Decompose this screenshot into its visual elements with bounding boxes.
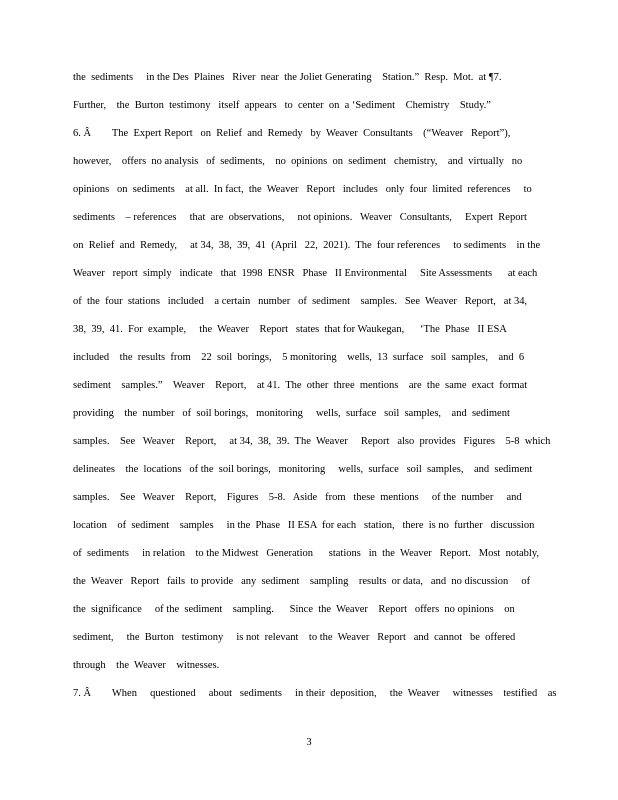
text-line: the significance of the sediment sampling. Since the Weaver Report offers no opinions on [73, 604, 515, 615]
text-line: through the Weaver witnesses. [73, 660, 220, 671]
text-line: the Weaver Report fails to provide any sediment sampling results or data, and no discussion of [73, 576, 531, 587]
text-line: however, offers no analysis of sediments, no opinions on sediment chemistry, and virtually no [73, 156, 523, 167]
text-line: on Relief and Remedy, at 34, 38, 39, 41 (April 22, 2021). The four references to sediments in the [73, 240, 541, 251]
text-line: samples. See Weaver Report, at 34, 38, 39. The Weaver Report also provides Figures 5-8 which [73, 436, 551, 447]
text-line: location of sediment samples in the Phase II ESA for each station, there is no further discussion [73, 520, 535, 531]
text-line: Further, the Burton testimony itself appears to center on a ‘Sediment Chemistry Study.” [73, 100, 491, 111]
text-line: 6. Â The Expert Report on Relief and Remedy by Weaver Consultants (“Weaver Report”), [73, 128, 511, 139]
text-line: delineates the locations of the soil borings, monitoring wells, surface soil samples, and sediment [73, 464, 533, 475]
text-line: 38, 39, 41. For example, the Weaver Report states that for Waukegan, ‘The Phase II ESA [73, 324, 507, 335]
text-line: 7. Â When questioned about sediments in their deposition, the Weaver witnesses testified as [73, 688, 557, 699]
text-line: providing the number of soil borings, monitoring wells, surface soil samples, and sediment [73, 408, 510, 419]
text-line: opinions on sediments at all. In fact, the Weaver Report includes only four limited references to [73, 184, 532, 195]
text-line: of sediments in relation to the Midwest Generation stations in the Weaver Report. Most notably, [73, 548, 540, 559]
text-line: sediment, the Burton testimony is not relevant to the Weaver Report and cannot be offered [73, 632, 516, 643]
text-line: included the results from 22 soil borings, 5 monitoring wells, 13 surface soil samples, and 6 [73, 352, 525, 363]
page-number: 3 [306, 737, 312, 748]
text-line: the sediments in the Des Plaines River near the Joliet Generating Station.” Resp. Mot. at ¶7. [73, 72, 502, 83]
text-line: sediments – references that are observations, not opinions. Weaver Consultants, Expert Report [73, 212, 527, 223]
text-line: Weaver report simply indicate that 1998 ENSR Phase II Environmental Site Assessments at each [73, 268, 538, 279]
text-line: of the four stations included a certain number of sediment samples. See Weaver Report, at 34, [73, 296, 528, 307]
text-line: samples. See Weaver Report, Figures 5-8. Aside from these mentions of the number and [73, 492, 522, 503]
text-line: sediment samples.” Weaver Report, at 41. The other three mentions are the same exact format [73, 380, 528, 391]
